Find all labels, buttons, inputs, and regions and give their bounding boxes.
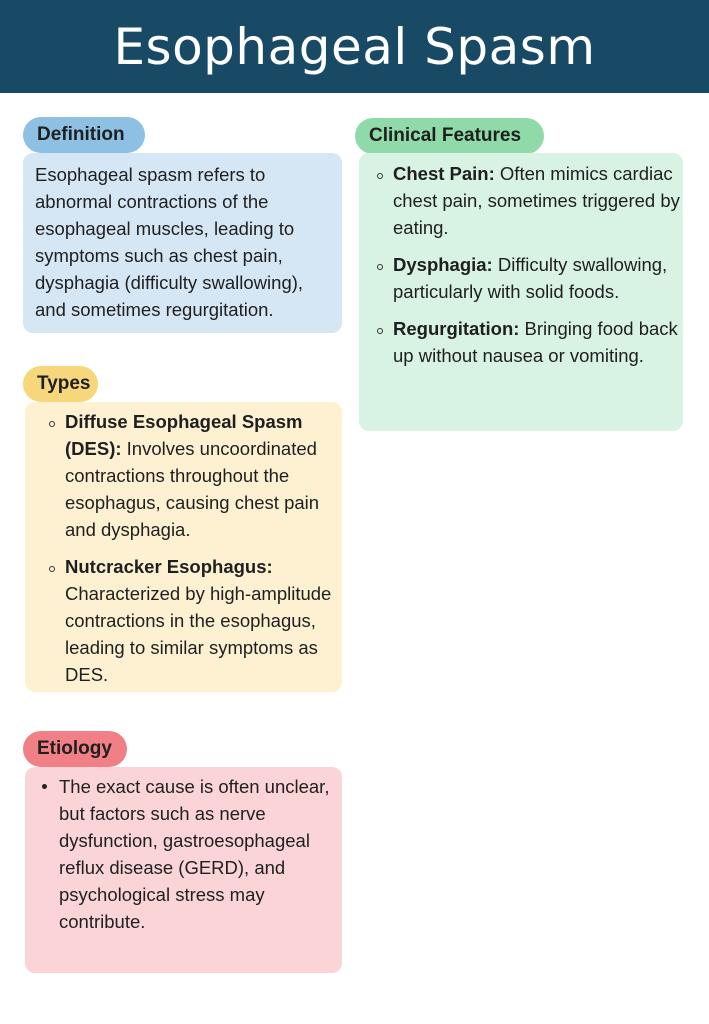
etiology-card: [25, 767, 342, 973]
definition-heading: Definition: [23, 117, 145, 153]
title-banner: [0, 0, 709, 93]
clinical-features-heading: Clinical Features: [355, 118, 544, 154]
clinical-features-list: [393, 160, 683, 369]
list-item: [65, 408, 342, 543]
etiology-heading: Etiology: [23, 731, 127, 767]
list-item: [393, 251, 683, 305]
type-term: Diffuse Esophageal Spasm (DES):: [65, 411, 303, 459]
feature-term: Dysphagia:: [393, 254, 493, 275]
type-desc: Characterized by high-amplitude contractions in the esophagus, leading to similar symptoms as DES.: [65, 583, 332, 685]
list-item: [393, 315, 683, 369]
type-desc: Involves uncoordinated contractions throughout the esophagus, causing chest pain and dysphagia.: [65, 438, 320, 540]
feature-desc: Difficulty swallowing, particularly with solid foods.: [393, 254, 668, 302]
types-list: [65, 408, 342, 688]
etiology-list: [59, 773, 342, 935]
types-card: [25, 402, 342, 692]
list-item: [393, 160, 683, 241]
definition-card: [23, 153, 342, 333]
feature-term: Regurgitation:: [393, 318, 520, 339]
list-item: [65, 553, 342, 688]
feature-term: Chest Pain:: [393, 163, 495, 184]
definition-text: Esophageal spasm refers to abnormal contractions of the esophageal muscles, leading to symptoms such as chest pain, dysphagia (difficulty swallowing), and sometimes regurgitation.: [35, 164, 304, 320]
page-title: Esophageal Spasm: [113, 17, 596, 76]
types-heading: Types: [23, 366, 98, 402]
feature-desc: Often mimics cardiac chest pain, sometimes triggered by eating.: [393, 163, 680, 238]
clinical-features-card: [359, 153, 683, 431]
feature-desc: Bringing food back up without nausea or vomiting.: [393, 318, 678, 366]
type-term: Nutcracker Esophagus:: [65, 556, 273, 577]
list-item: The exact cause is often unclear, but factors such as nerve dysfunction, gastroesophageal reflux disease (GERD), and psychological stress may contribute.: [59, 773, 342, 935]
